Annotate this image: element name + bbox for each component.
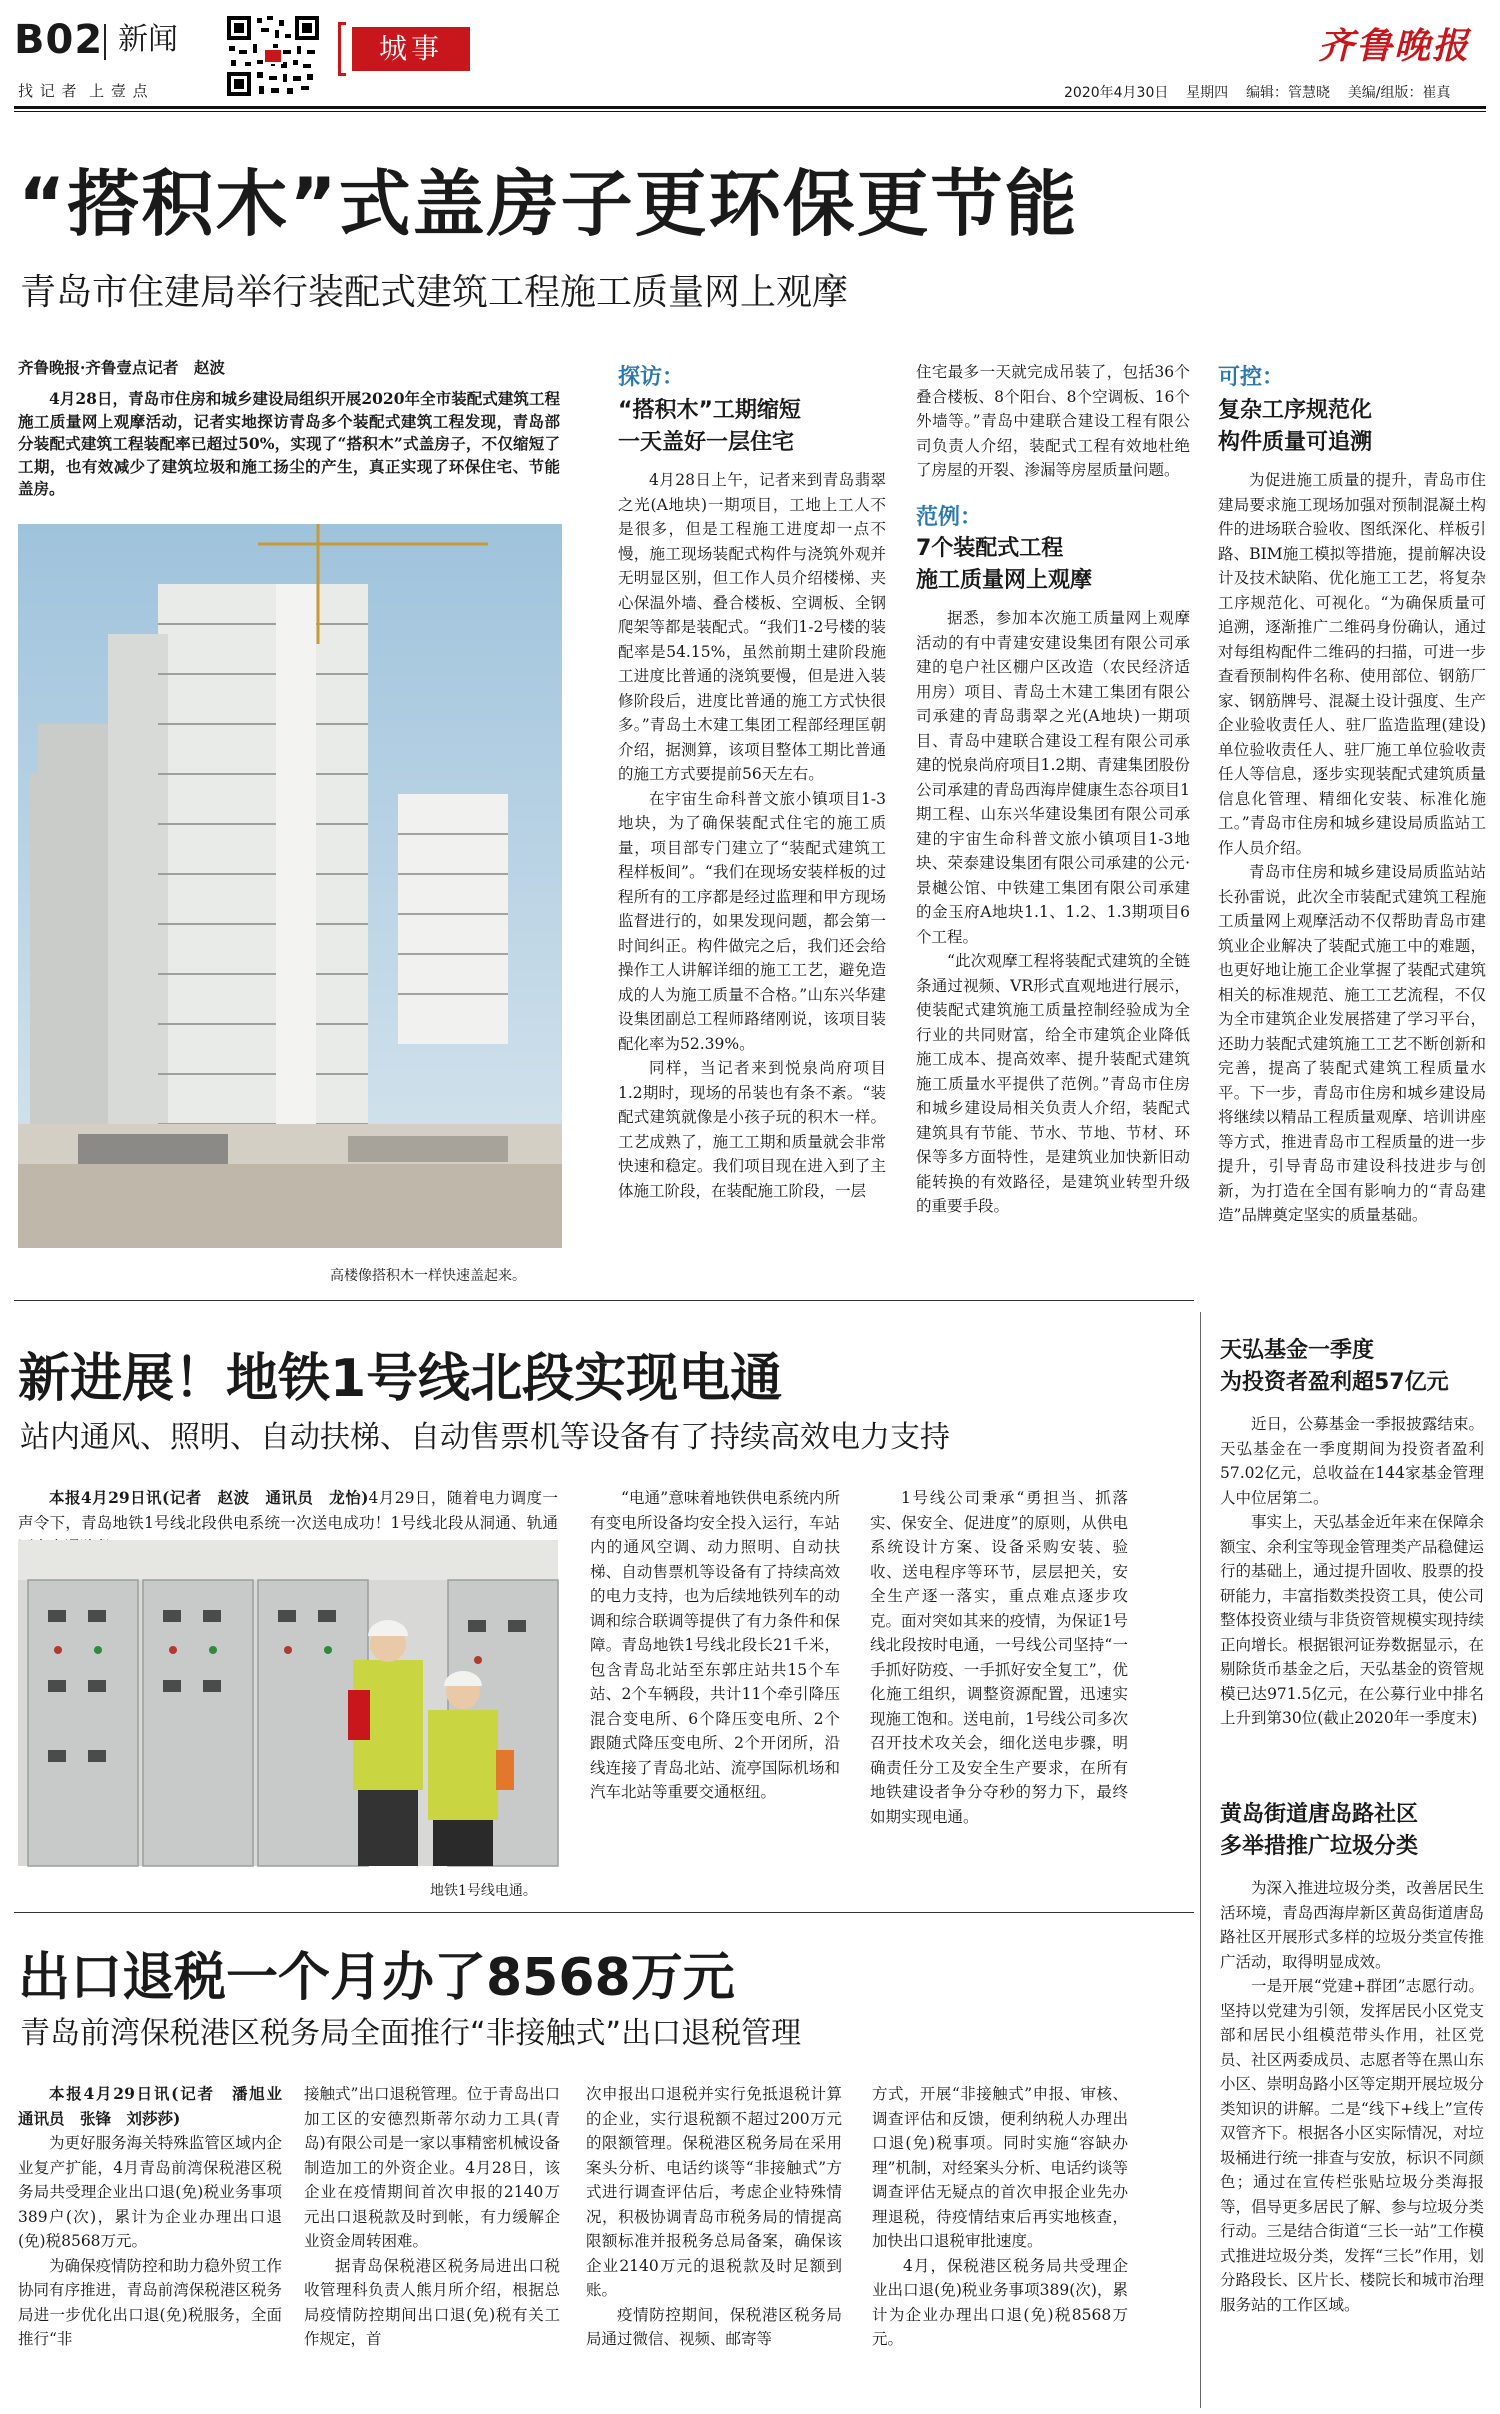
editor-credit: 编辑：管慧晓 (1245, 85, 1330, 101)
story1-lead: 4月28日，青岛市住房和城乡建设局组织开展2020年全市装配式建筑工程施工质量网上观摩活动，记者实地探访青岛多个装配式建筑工程发现，青岛部分装配式建筑工程装配率已超过50%，实现了“搭积木”式盖房子，不仅缩短了工期，也有效减少了建筑垃圾和施工扬尘的产生，真正实现了环保住宅、节能盖房。 (18, 389, 560, 498)
visit-para-1: 4月28日上午，记者来到青岛翡翠之光(A地块)一期项目，工地上工人不是很多，但是工程施工进度却一点不慢，施工现场装配式构件与浇筑外观并无明显区别，但工作人员介绍楼梯、夹心保温外墙、叠合楼板、空调板、全钢爬架等都是装配式。“我们1-2号楼的装配率是54.15%，虽然前期土建阶段施工进度比普通的浇筑要慢，但是进入装修阶段后，进度比普通的施工方式快很多。”青岛土木建工集团工程部经理匡朝介绍，据测算，该项目整体工期比普通的施工方式要提前56天左右。 (618, 471, 886, 783)
story3-col2-para-2: 据青岛保税港区税务局进出口税收管理科负责人熊月所介绍，根据总局疫情防控期间出口退(免)税有关工作规定，首 (304, 2256, 560, 2348)
story1-byline: 齐鲁晚报·齐鲁壹点记者 赵波 (18, 358, 225, 377)
visit-para-2: 在宇宙生命科普文旅小镇项目1-3地块，为了确保装配式住宅的施工质量，项目部专门建立了“装配式建筑工程样板间”。“我们在现场安装样板的过程所有的工序都是经过监理和甲方现场监督进行的，如果发现问题，都会第一时间纠正。构件做完之后，我们还会给操作工人讲解详细的施工工艺，避免造成的人为施工质量不合格。”山东兴华建设集团副总工程师路绪刚说，该项目装配化率为52.39%。 (618, 789, 886, 1053)
substation-photo (18, 1540, 558, 1866)
masthead-rule-thin (14, 111, 1486, 112)
story2-dateline: 本报4月29日讯(记者 赵波 通讯员 龙怡) (49, 1488, 369, 1507)
story3-subheadline: 青岛前湾保税港区税务局全面推行“非接触式”出口退税管理 (20, 2016, 802, 2051)
control-para-1: 为促进施工质量的提升，青岛市住建局要求施工现场加强对预制混凝土构件的进场联合验收、图纸深化、样板引路、BIM施工模拟等措施，提前解决设计及技术缺陷、优化施工工艺，将复杂工序规范化、可视化。“为确保质量可追溯，逐渐推广二维码身份确认，通过对每组构配件二维码的扫描，可进一步查看预制构件名称、使用部位、钢筋厂家、钢筋牌号、混凝土设计强度、生产企业验收责任人、驻厂监造监理(建设)单位验收责任人、驻厂施工单位验收责任人等信息，逐步实现装配式建筑质量信息化管理、精细化安装、标准化施工。”青岛市住房和城乡建设局质监站工作人员介绍。 (1218, 471, 1486, 857)
story3-column2 (304, 2082, 560, 2408)
section-title-example-1: 7个装配式工程 (916, 536, 1064, 561)
story1-subheadline: 青岛市住建局举行装配式建筑工程施工质量网上观摩 (20, 272, 849, 313)
story3-col3-para-1: 次申报出口退税并实行免抵退税计算的企业，实行退税额不超过200万元的限额管理。保税港区税务局在采用案头分析、电话约谈等“非接触式”方式进行调查评估后，考虑企业特殊情况，积极协调青岛市税务局的情提高限额标准并报税务总局备案，确保该企业2140万元的退税款及时足额到账。 (586, 2085, 842, 2299)
story3-col2-para-1: 接触式”出口退税管理。位于青岛出口加工区的安德烈斯蒂尔动力工具(青岛)有限公司是一家以事精密机械设备制造加工的外资企业。4月28日，该企业在疫情期间首次申报的2140万元出口退税款及时到帐，有力缓解企业资金周转困难。 (304, 2085, 560, 2250)
channel-tag-bracket (338, 22, 346, 76)
channel-tag (338, 22, 480, 76)
section-title-control-1: 复杂工序规范化 (1218, 398, 1373, 423)
section-example-body (916, 606, 1190, 1290)
story3-col1-para-2: 为确保疫情防控和助力稳外贸工作协同有序推进，青岛前湾保税港区税务局进一步优化出口退(免)税服务，全面推行“非 (18, 2256, 282, 2348)
section-title-control-2: 构件质量可追溯 (1218, 430, 1373, 455)
sidebar2-para-2: 一是开展“党建+群团”志愿行动。坚持以党建为引领，发挥居民小区党支部和居民小组模范带头作用，社区党员、社区两委成员、志愿者等在黑山东小区、崇明岛路小区等定期开展垃圾分类知识的讲解。二是“线下+线上”宣传双管齐下。根据各小区实际情况，对垃圾桶进行统一排查与安放，标识不同颜色；通过在宣传栏张贴垃圾分类海报等，倡导更多居民了解、参与垃圾分类行动。三是结合街道“三长一站”工作模式推进垃圾分类，发挥“三长”作用，划分路段长、区片长、楼院长和城市治理服务站的工作区域。 (1220, 1977, 1484, 2314)
channel-tag-label: 城事 (352, 27, 470, 71)
story2-bottom-rule (14, 1912, 1194, 1913)
section-title-visit-2: 一天盖好一层住宅 (618, 430, 795, 455)
section-control-body (1218, 468, 1486, 1290)
sidebar2-title-2: 多举措推广垃圾分类 (1220, 1834, 1419, 1859)
masthead-dateline (1064, 82, 1451, 102)
sidebar2-title-1: 黄岛街道唐岛路社区 (1220, 1802, 1419, 1827)
story3-dateline: 本报4月29日讯(记者 潘旭业 通讯员 张锋 刘莎莎) (18, 2084, 298, 2128)
sidebar1-para-2: 事实上，天弘基金近年来在保障余额宝、余利宝等现金管理类产品稳健运行的基础上，通过提升固收、股票的投研能力，丰富指数类投资工具，使公司整体投资业绩与非货资管规模实现持续正向增长。根据银河证券数据显示，在剔除货币基金之后，天弘基金的资管规模已达971.5亿元，在公募行业中排名上升到第30位(截止2020年一季度末) (1220, 1513, 1484, 1727)
story2-column4 (870, 1486, 1128, 1896)
story3-col1-para-1: 为更好服务海关特殊监管区域内企业复产扩能，4月青岛前湾保税港区税务局共受理企业出口退(免)税业务事项389户(次)，累计为企业办理出口退(免)税8568万元。 (18, 2134, 282, 2250)
section-title-example-2: 施工质量网上观摩 (916, 568, 1093, 593)
story1-photo-caption: 高楼像搭积木一样快速盖起来。 (330, 1268, 526, 1284)
story2-col4-para: 1号线公司秉承“勇担当、抓落实、保安全、促进度”的原则，从供电系统设计方案、设备采购安装、验收、送电程序等环节，层层把关，安全生产逐一落实，重点难点逐步攻克。面对突如其来的疫情，为保证1号线北段按时电通，一号线公司坚持“一手抓好防疫、一手抓好安全复工”，优化施工组织，调整资源配置，迅速实现施工饱和。送电前，1号线公司多次召开技术攻关会，细化送电步骤，明确责任分工及安全生产要求，在所有地铁建设者争分夺秒的努力下，最终如期实现电通。 (870, 1489, 1128, 1826)
story3-col3-para-2: 疫情防控期间，保税港区税务局局通过微信、视频、邮寄等 (586, 2305, 842, 2348)
story1-bottom-rule (14, 1300, 1194, 1301)
visit-para-3: 同样，当记者来到悦泉尚府项目1.2期时，现场的吊装也有条不紊。“装配式建筑就像是小孩子玩的积木一样。工艺成熟了，施工工期和质量就会非常快速和稳定。我们项目现在进入到了主体施工阶段，在装配施工阶段，一层 (618, 1059, 886, 1200)
story2-subheadline: 站内通风、照明、自动扶梯、自动售票机等设备有了持续高效电力支持 (20, 1420, 950, 1455)
section-tag-visit: 探访： (618, 365, 685, 390)
sidebar1-body (1220, 1412, 1484, 1768)
sidebar1-title-1: 天弘基金一季度 (1220, 1338, 1375, 1363)
story3-col4-para-1: 方式，开展“非接触式”申报、审核、调查评估和反馈，便利纳税人办理出口退(免)税事项。同时实施“容缺办理”机制，对经案头分析、电话约谈等调查评估无疑点的首次申报企业先办理退税，待疫情结束后再实地核查，加快出口退税审批速度。 (872, 2085, 1128, 2250)
story3-col4-para-2: 4月，保税港区税务局共受理企业出口退(免)税业务事项389(次)，累计为企业办理出口退(免)税8568万元。 (872, 2256, 1128, 2348)
sidebar-divider (1200, 1312, 1201, 2408)
column3-continuation: 住宅最多一天就完成吊装了，包括36个叠合楼板、8个阳台、8个空调板、16个外墙等。”青岛中建联合建设工程有限公司负责人介绍，装配式工程有效地杜绝了房屋的开裂、渗漏等房屋质量问题。 (916, 363, 1190, 479)
story2-col3-para: “电通”意味着地铁供电系统内所有变电所设备均安全投入运行，车站内的通风空调、动力照明、自动扶梯、自动售票机等设备有了持续高效的电力支持，也为后续地铁列车的动调和综合联调等提供了有力条件和保障。青岛地铁1号线北段长21千米，包含青岛北站至东郭庄站共15个车站、2个车辆段，共计11个牵引降压混合变电所、6个降压变电所、2个跟随式降压变电所、2个开闭所，沿线连接了青岛北站、流亭国际机场和汽车北站等重要交通枢纽。 (590, 1489, 840, 1801)
issue-weekday: 星期四 (1186, 85, 1229, 101)
story1-headline: “搭积木”式盖房子更环保更节能 (18, 162, 1079, 246)
example-para-1: 据悉，参加本次施工质量网上观摩活动的有中青建安建设集团有限公司承建的皂户社区棚户区改造（农民经济适用房）项目、青岛土木建工集团有限公司承建的青岛翡翠之光(A地块)一期项目、青岛中建联合建设工程有限公司承建的悦泉尚府项目1.2期、青建集团股份公司承建的青岛西海岸健康生态谷项目1期工程、山东兴华建设集团有限公司承建的宇宙生命科普文旅小镇项目1-3地块、荣泰建设集团有限公司承建的公元·景樾公馆、中铁建工集团有限公司承建的金玉府A地块1.1、1.2、1.3期项目6个工程。 (916, 609, 1190, 946)
qr-code-icon (223, 12, 323, 100)
sidebar1-para-1: 近日，公募基金一季报披露结束。天弘基金在一季度期间为投资者盈利57.02亿元，总收益在144家基金管理人中位居第二。 (1220, 1415, 1484, 1507)
example-para-2: “此次观摩工程将装配式建筑的全链条通过视频、VR形式直观地进行展示，使装配式建筑施工质量控制经验成为全行业的共同财富，给全市建筑企业降低施工成本、提高效率、提升装配式建筑施工质量水平提供了范例。”青岛市住房和城乡建设局相关负责人介绍，装配式建筑具有节能、节水、节地、节材、环保等多方面特性，是建筑业加快新旧动能转换的有效路径，是建筑业转型升级的重要手段。 (916, 952, 1190, 1215)
issue-date: 2020年4月30日 (1064, 85, 1169, 101)
story3-column3 (586, 2082, 842, 2408)
sidebar1-title-2: 为投资者盈利超57亿元 (1220, 1370, 1449, 1395)
section-name: 新闻 (118, 22, 178, 57)
story2-dateline-block (18, 1486, 558, 1536)
construction-photo (18, 524, 562, 1248)
page-number: B02 (14, 17, 104, 63)
story2-column3 (590, 1486, 840, 1896)
sidebar2-para-1: 为深入推进垃圾分类，改善居民生活环境，青岛西海岸新区黄岛街道唐岛路社区开展形式多样的垃圾分类宣传推广活动，取得明显成效。 (1220, 1879, 1484, 1971)
sidebar2-body (1220, 1876, 1484, 2408)
story2-photo-caption: 地铁1号线电通。 (430, 1883, 537, 1899)
section-tag-example: 范例： (916, 505, 983, 530)
story2-opening: 4月29日，随着电力调度一声令下，青岛地铁1号线北段供电系统一次送电成功！1号线北段从洞通、轨通 (18, 1489, 558, 1532)
newspaper-logo: 齐鲁晚报 (1318, 25, 1471, 67)
story3-headline: 出口退税一个月办了8568万元 (18, 1948, 735, 2008)
section-visit-body (618, 468, 886, 1290)
design-credit: 美编/组版：崔真 (1347, 85, 1451, 101)
section-title-visit-1: “搭积木”工期缩短 (618, 398, 801, 423)
masthead-rule (14, 106, 1486, 109)
story3-column4 (872, 2082, 1128, 2408)
story2-headline: 新进展！地铁1号线北段实现电通 (18, 1349, 783, 1409)
story3-column1 (18, 2082, 298, 2408)
section-tag-control: 可控： (1218, 365, 1285, 390)
slogan: 找 记 者 上 壹 点 (18, 82, 149, 100)
page-number-divider (104, 24, 106, 60)
control-para-2: 青岛市住房和城乡建设局质监站站长孙雷说，此次全市装配式建筑工程施工质量网上观摩活动不仅帮助青岛市建筑业企业解决了装配式施工中的难题，也更好地让施工企业掌握了装配式建筑相关的标准规范、施工工艺流程，不仅为全市建筑企业发展搭建了学习平台，还助力装配式建筑施工工艺不断创新和完善，提高了装配式建筑工程质量水平。下一步，青岛市住房和城乡建设局将继续以精品工程质量观摩、培训讲座等方式，推进青岛市工程质量的进一步提升，引导青岛市建设科技进步与创新，为打造在全国有影响力的“青岛建造”品牌奠定坚实的质量基础。 (1218, 863, 1486, 1224)
